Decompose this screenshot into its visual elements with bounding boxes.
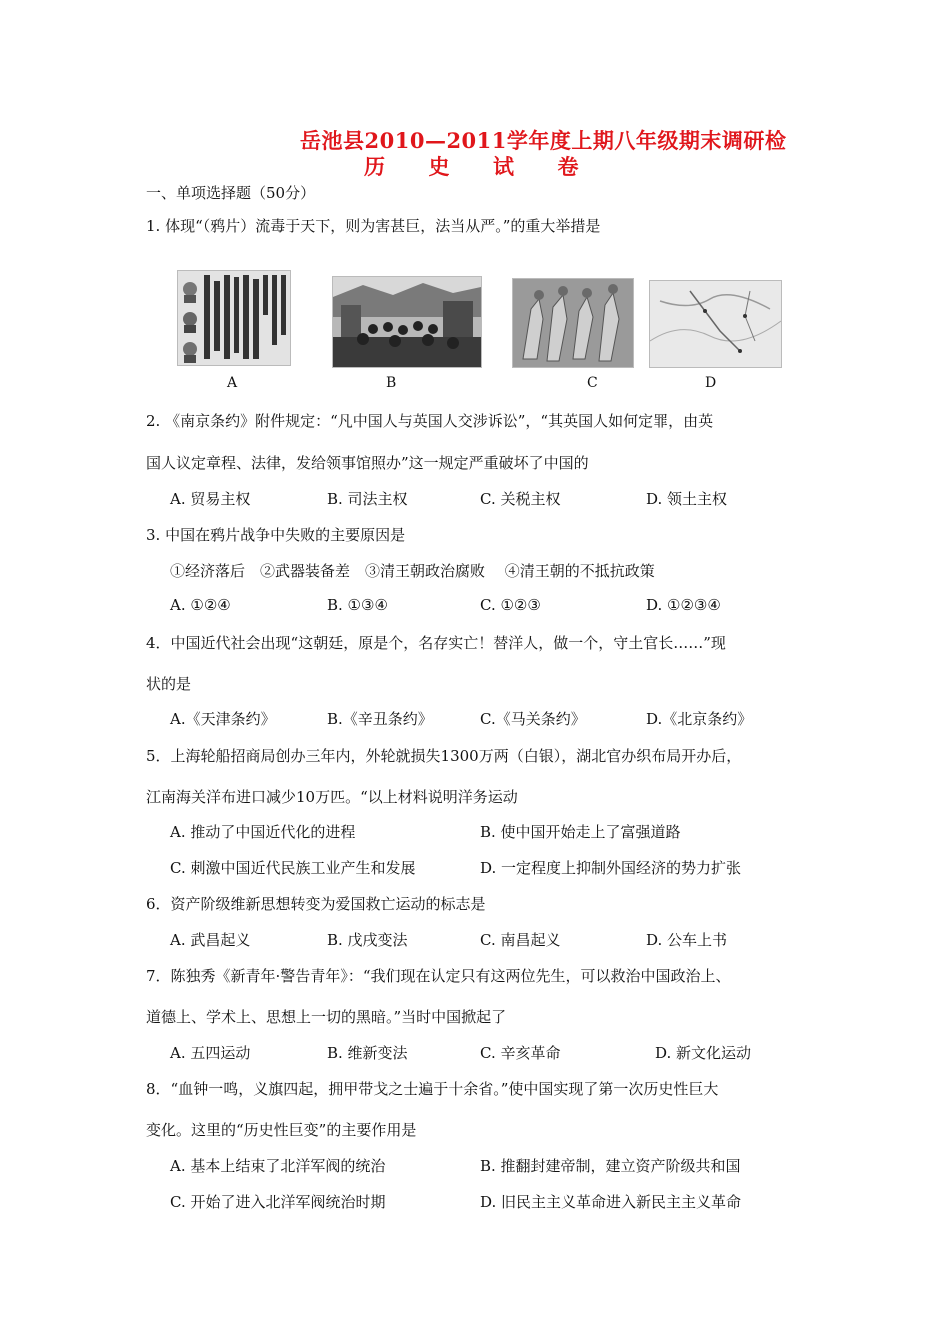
question-8-line1: 8．“血钟一鸣，义旗四起，拥甲带戈之士遍于十余省。”使中国实现了第一次历史性巨大: [146, 1080, 719, 1098]
q1-image-d: [649, 280, 782, 368]
q6-option-c[interactable]: C. 南昌起义: [480, 931, 561, 949]
question-3-line1: 3. 中国在鸦片战争中失败的主要原因是: [146, 526, 406, 544]
question-3-line2: ①经济落后 ②武器装备差 ③清王朝政治腐败 ④清王朝的不抵抗政策: [170, 562, 655, 580]
q1-label-c: C: [587, 375, 598, 391]
q5-option-a[interactable]: A. 推动了中国近代化的进程: [170, 823, 356, 841]
q7-option-a[interactable]: A. 五四运动: [170, 1044, 251, 1062]
q5-option-c[interactable]: C. 刺激中国近代民族工业产生和发展: [170, 859, 416, 877]
q1-label-a: A: [227, 375, 238, 391]
q8-option-b[interactable]: B. 推翻封建帝制，建立资产阶级共和国: [480, 1157, 741, 1175]
q2-option-c[interactable]: C. 关税主权: [480, 490, 561, 508]
q3-option-a[interactable]: A. ①②④: [170, 596, 231, 614]
q4-option-c[interactable]: C.《马关条约》: [480, 710, 586, 728]
question-5-line2: 江南海关洋布进口减少10万匹。“以上材料说明洋务运动: [146, 788, 518, 806]
q3-option-b[interactable]: B. ①③④: [327, 596, 388, 614]
question-5-line1: 5．上海轮船招商局创办三年内，外轮就损失1300万两（白银），湖北官办织布局开办后，: [146, 747, 742, 765]
q2-option-a[interactable]: A. 贸易主权: [170, 490, 251, 508]
question-7-line2: 道德上、学术上、思想上一切的黑暗。”当时中国掀起了: [146, 1008, 507, 1026]
q3-option-c[interactable]: C. ①②③: [480, 596, 541, 614]
q3-option-d[interactable]: D. ①②③④: [646, 596, 721, 614]
section-heading: 一、单项选择题（50分）: [146, 184, 316, 202]
crowd-scene-icon: [333, 277, 481, 367]
q2-option-d[interactable]: D. 领土主权: [646, 490, 728, 508]
q6-option-a[interactable]: A. 武昌起义: [170, 931, 251, 949]
question-4-line1: 4．中国近代社会出现“这朝廷，原是个，名存实亡！替洋人，做一个，守土官长……”现: [146, 634, 726, 652]
q1-image-b: [332, 276, 482, 368]
q5-option-b[interactable]: B. 使中国开始走上了富强道路: [480, 823, 681, 841]
q7-option-d[interactable]: D. 新文化运动: [655, 1044, 752, 1062]
exam-title-line2: 历 史 试 卷: [364, 154, 579, 179]
q8-option-a[interactable]: A. 基本上结束了北洋军阀的统治: [170, 1157, 386, 1175]
q6-option-b[interactable]: B. 戊戌变法: [327, 931, 408, 949]
question-6-line1: 6．资产阶级维新思想转变为爱国救亡运动的标志是: [146, 895, 486, 913]
question-2-line2: 国人议定章程、法律，发给领事馆照办”这一规定严重破坏了中国的: [146, 454, 589, 472]
question-4-line2: 状的是: [146, 675, 192, 693]
map-icon: [650, 281, 781, 367]
q7-option-b[interactable]: B. 维新变法: [327, 1044, 408, 1062]
q8-option-c[interactable]: C. 开始了进入北洋军阀统治时期: [170, 1193, 386, 1211]
q1-image-a: [177, 270, 291, 366]
question-8-line2: 变化。这里的“历史性巨变”的主要作用是: [146, 1121, 417, 1139]
question-7-line1: 7．陈独秀《新青年·警告青年》：“我们现在认定只有这两位先生，可以救治中国政治上、: [146, 967, 731, 985]
q4-option-b[interactable]: B.《辛丑条约》: [327, 710, 433, 728]
question-2-line1: 2. 《南京条约》附件规定：“凡中国人与英国人交涉诉讼”，“其英国人如何定罪，由英: [146, 412, 714, 430]
q2-option-b[interactable]: B. 司法主权: [327, 490, 408, 508]
relief-sculpture-icon: [513, 279, 633, 367]
q7-option-c[interactable]: C. 辛亥革命: [480, 1044, 561, 1062]
q4-option-a[interactable]: A.《天津条约》: [170, 710, 276, 728]
question-1: 1. 体现“（鸦片）流毒于天下，则为害甚巨，法当从严。”的重大举措是: [146, 217, 601, 235]
q5-option-d[interactable]: D. 一定程度上抑制外国经济的势力扩张: [480, 859, 742, 877]
newspaper-clipping-icon: [178, 271, 290, 365]
exam-title-line1: 岳池县2010—2011学年度上期八年级期末调研检: [300, 128, 787, 153]
q1-label-d: D: [705, 375, 717, 391]
q4-option-d[interactable]: D.《北京条约》: [646, 710, 753, 728]
q1-image-c: [512, 278, 634, 368]
q6-option-d[interactable]: D. 公车上书: [646, 931, 728, 949]
q8-option-d[interactable]: D. 旧民主主义革命进入新民主主义革命: [480, 1193, 742, 1211]
q1-label-b: B: [386, 375, 397, 391]
